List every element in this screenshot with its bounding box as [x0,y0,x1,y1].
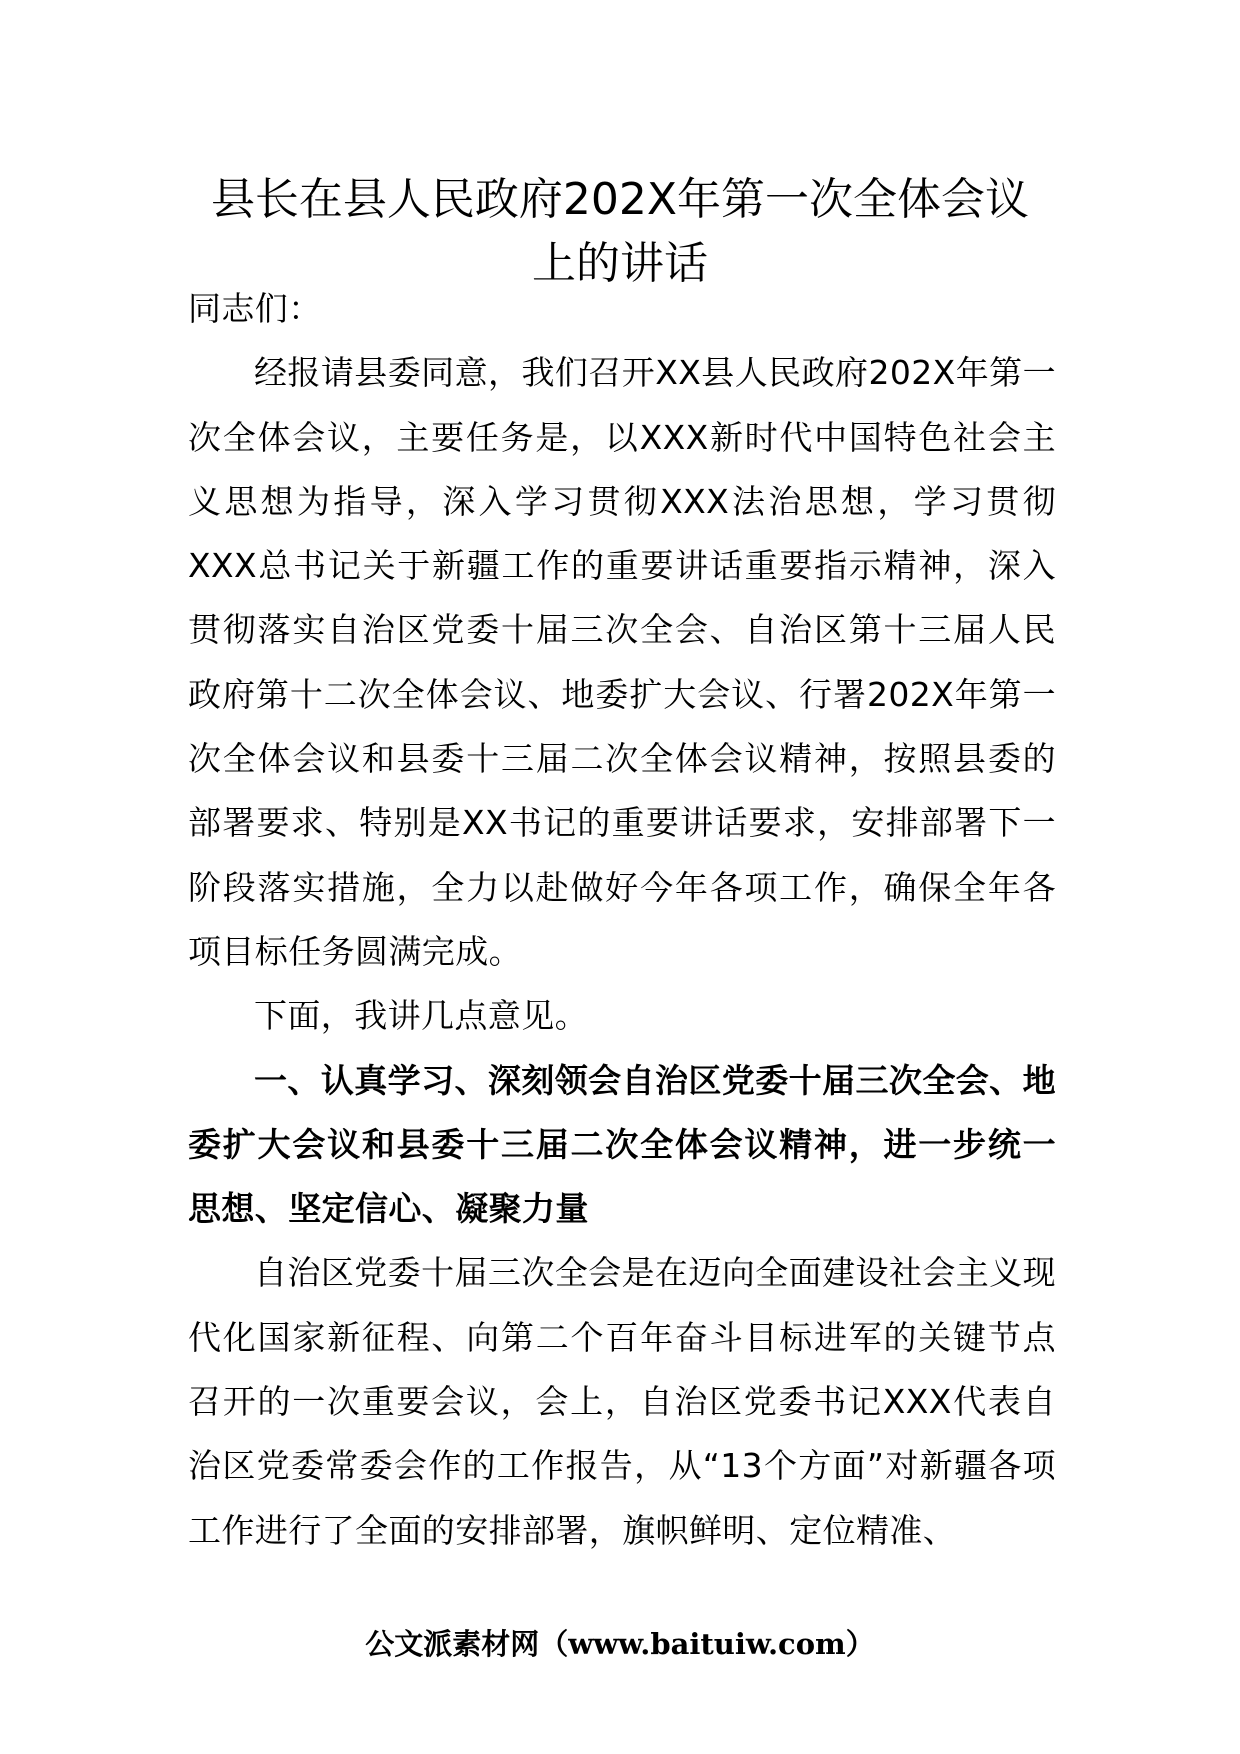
section-paragraph-1: 自治区党委十届三次全会是在迈向全面建设社会主义现代化国家新征程、向第二个百年奋斗目标进军的关键节点召开的一次重要会议，会上，自治区党委书记XXX代表自治区党委常委会作的工作报告，从“13个方面”对新疆各项工作进行了全面的安排部署，旗帜鲜明、定位精准、 [188,1253,1056,1550]
footer-watermark: 公文派素材网（www.baituiw.com） [365,1627,875,1661]
document-body [188,277,1056,1563]
title-line-2: 上的讲话 [532,238,708,289]
paragraph-intro: 经报请县委同意，我们召开XX县人民政府202X年第一次全体会议，主要任务是，以XXX新时代中国特色社会主义思想为指导，深入学习贯彻XXX法治思想，学习贯彻XXX总书记关于新疆工作的重要讲话重要指示精神，深入贯彻落实自治区党委十届三次全会、自治区第十三届人民政府第十二次全体会议、地委扩大会议、行署202X年第一次全体会议和县委十三届二次全体会议精神，按照县委的部署要求、特别是XX书记的重要讲话要求，安排部署下一阶段落实措施，全力以赴做好今年各项工作，确保全年各项目标任务圆满完成。 [188,353,1056,971]
section-heading-1: 一、认真学习、深刻领会自治区党委十届三次全会、地委扩大会议和县委十三届二次全体会议精神，进一步统一思想、坚定信心、凝聚力量 [188,1060,1056,1229]
title-line-1: 县长在县人民政府202X年第一次全体会议 [210,174,1030,225]
paragraph-transition: 下面，我讲几点意见。 [254,996,588,1036]
salutation: 同志们： [188,289,322,328]
